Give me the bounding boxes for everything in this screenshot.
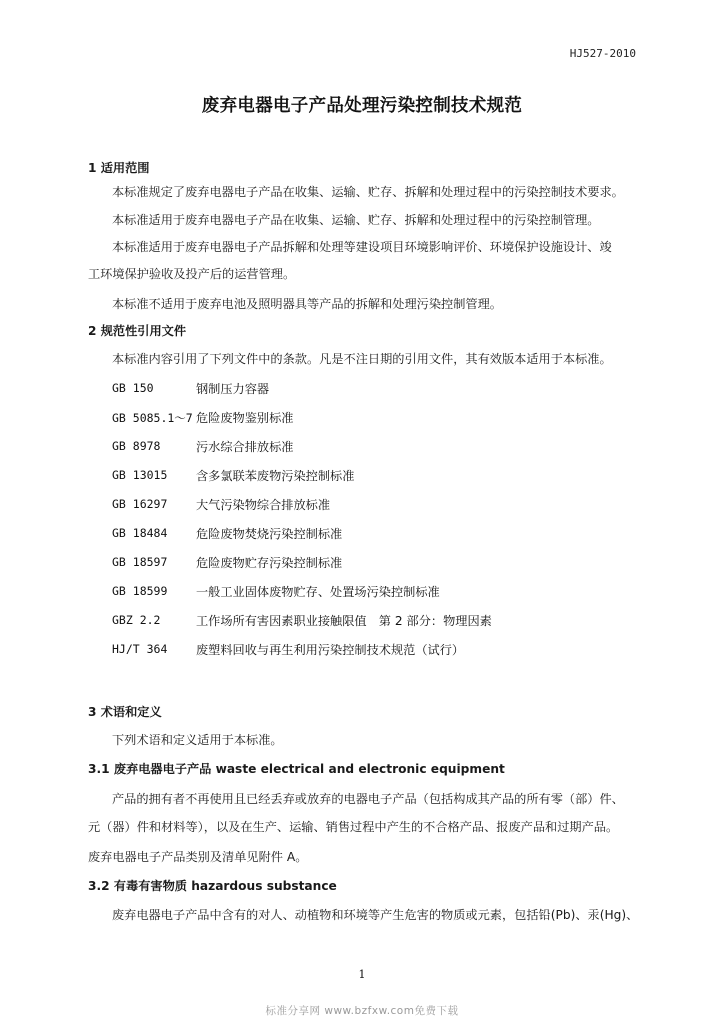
standard-code: HJ527-2010: [569, 47, 636, 60]
term-3-1-line-1: 产品的拥有者不再使用且已经丢弃或放弃的电器电子产品（包括构成其产品的所有零（部）件、: [112, 792, 624, 806]
reference-title: 危险废物鉴别标准: [196, 411, 294, 425]
section-1-paragraph-4: 本标准不适用于废弃电池及照明器具等产品的拆解和处理污染控制管理。: [112, 297, 502, 311]
section-2-intro: 本标准内容引用了下列文件中的条款。凡是不注日期的引用文件，其有效版本适用于本标准。: [112, 352, 612, 366]
reference-title: 工作场所有害因素职业接触限值 第 2 部分：物理因素: [196, 614, 492, 628]
section-1-paragraph-3-line-1: 本标准适用于废弃电器电子产品拆解和处理等建设项目环境影响评价、环境保护设施设计、竣: [112, 240, 612, 254]
term-3-1-heading: 3.1 废弃电器电子产品 waste electrical and electronic equipment: [88, 762, 505, 776]
reference-code: GB 18484: [112, 526, 168, 540]
term-3-1-line-2: 元（器）件和材料等），以及在生产、运输、销售过程中产生的不合格产品、报废产品和过期产品。: [88, 820, 619, 834]
document-title: 废弃电器电子产品处理污染控制技术规范: [201, 96, 523, 116]
reference-code: GBZ 2.2: [112, 613, 161, 627]
reference-title: 钢制压力容器: [196, 382, 270, 396]
reference-code: GB 5085.1～7: [112, 411, 193, 425]
reference-code: GB 18599: [112, 584, 168, 598]
section-3-heading: 3 术语和定义: [88, 705, 162, 719]
term-3-2-heading: 3.2 有毒有害物质 hazardous substance: [88, 879, 337, 893]
reference-code: GB 8978: [112, 439, 161, 453]
reference-title: 含多氯联苯废物污染控制标准: [196, 469, 355, 483]
section-3-intro: 下列术语和定义适用于本标准。: [112, 733, 283, 747]
reference-title: 危险废物贮存污染控制标准: [196, 556, 343, 570]
section-1-paragraph-3-line-2: 工环境保护验收及投产后的运营管理。: [88, 267, 296, 281]
reference-code: GB 16297: [112, 497, 168, 511]
section-2-heading: 2 规范性引用文件: [88, 324, 187, 338]
reference-title: 危险废物焚烧污染控制标准: [196, 527, 343, 541]
page-number: 1: [358, 968, 366, 981]
term-3-1-line-3: 废弃电器电子产品类别及清单见附件 A。: [88, 850, 308, 864]
footer-watermark: 标准分享网 www.bzfxw.com免费下载: [265, 1005, 459, 1017]
reference-title: 污水综合排放标准: [196, 440, 294, 454]
reference-code: GB 18597: [112, 555, 168, 569]
reference-title: 废塑料回收与再生利用污染控制技术规范（试行）: [196, 643, 465, 657]
reference-title: 大气污染物综合排放标准: [196, 498, 331, 512]
reference-code: HJ/T 364: [112, 642, 168, 656]
reference-title: 一般工业固体废物贮存、处置场污染控制标准: [196, 585, 440, 599]
reference-code: GB 150: [112, 381, 154, 395]
reference-code: GB 13015: [112, 468, 168, 482]
term-3-2-line-1: 废弃电器电子产品中含有的对人、动植物和环境等产生危害的物质或元素，包括铅(Pb)、汞(Hg)、: [112, 908, 639, 922]
section-1-paragraph-1: 本标准规定了废弃电器电子产品在收集、运输、贮存、拆解和处理过程中的污染控制技术要求。: [112, 185, 624, 199]
section-1-paragraph-2: 本标准适用于废弃电器电子产品在收集、运输、贮存、拆解和处理过程中的污染控制管理。: [112, 213, 600, 227]
section-1-heading: 1 适用范围: [88, 161, 150, 175]
